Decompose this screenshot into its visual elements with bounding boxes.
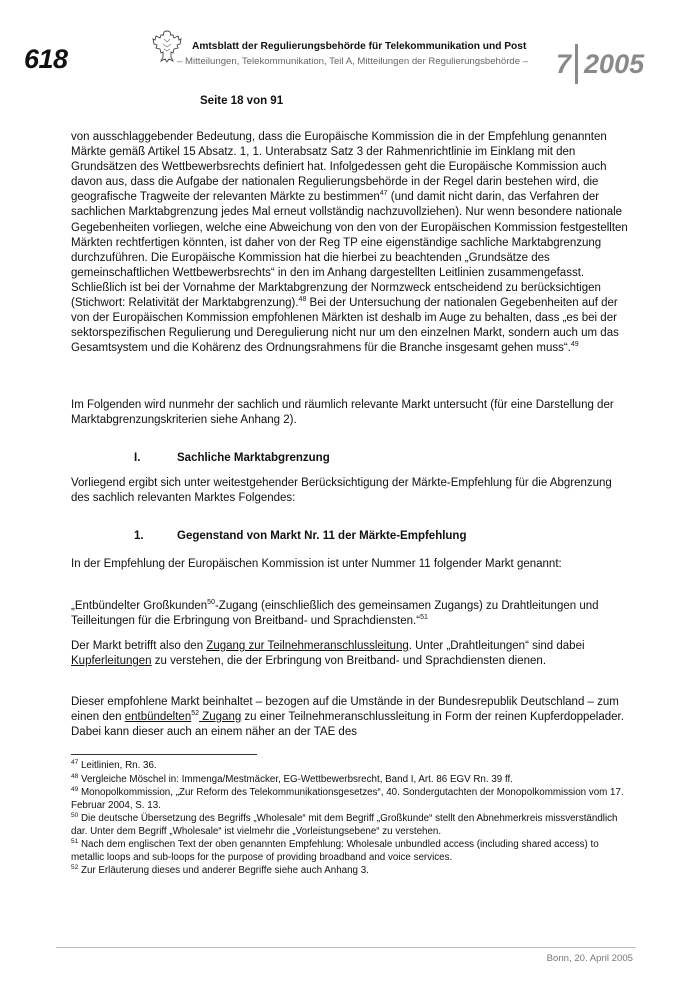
- paragraph-text: Dieser empfohlene Markt beinhaltet – bezogen auf die Umstände in der Bundesrepublik Deutschland – zum einen den: [71, 696, 619, 724]
- issue-label: [556, 44, 644, 84]
- footnote-text: Leitlinien, Rn. 36.: [78, 760, 157, 771]
- paragraph-text: . Unter „Drahtleitungen“ sind dabei: [408, 640, 585, 652]
- footer-divider: [56, 947, 636, 948]
- paragraph-text: Bei der Untersuchung der nationalen Gegebenheiten auf der von der Europäischen Kommission empfohlenen Märkten ist deshalb im Auge zu behalten, dass „es bei der sektorspezifischen Regulierung und Deregulierung nicht nur um den einzelnen Markt, sondern auch um das Gesamtsystem und die Kohärenz des Ordnungsrahmens für die Branche insgesamt gehen muss“.: [71, 297, 619, 355]
- footnote: [71, 760, 631, 773]
- footnote-text: Nach dem englischen Text der oben genannten Empfehlung: Wholesale unbundled access (including shared access) to metallic loops and sub-loops for the purpose of providing broadband and voice services.: [71, 839, 599, 863]
- paragraph-3: [71, 476, 631, 506]
- issue-year: 2005: [584, 48, 645, 79]
- page-number: 618: [24, 44, 68, 74]
- footnote-number: 50: [71, 812, 79, 819]
- paragraph-text: Der Markt betrifft also den: [71, 640, 207, 652]
- footnote: [71, 813, 631, 838]
- footnote-ref[interactable]: 48: [298, 296, 307, 304]
- footer-date: Bonn, 20. April 2005: [546, 953, 633, 964]
- footnote-text: Vergleiche Möschel in: Immenga/Mestmäcker, EG-Wettbewerbsrecht, Band I, Art. 86 EGV Rn. 39 ff.: [78, 773, 513, 785]
- paragraph-4: [71, 557, 631, 572]
- paragraph-text: Im Folgenden wird nunmehr der sachlich und räumlich relevante Markt untersucht (für eine Darstellung der Marktabgrenzungskriterien siehe Anhang 2).: [71, 399, 614, 427]
- paragraph-6: [71, 639, 631, 669]
- footnote-text: Zur Erläuterung dieses und anderer Begriffe siehe auch Anhang 3.: [78, 865, 369, 876]
- footnote-text: Monopolkommission, „Zur Reform des Telekommunikationsgesetzes“, 40. Sondergutachten der Monopolkommission vom 17. Februar 2004, S. 13.: [71, 787, 624, 811]
- quote-text: -Zugang (einschließlich des gemeinsamen Zugangs) zu Drahtleitungen und Teilleitungen für die Erbringung von Breitband- und Sprachdiensten.“: [71, 600, 599, 628]
- footnote-number: 52: [71, 864, 79, 871]
- paragraph-7: [71, 695, 631, 740]
- paragraph-text: zu einer Teilnehmeranschlussleitung in Form der reinen Kupferdoppelader. Dabei kann dieser auch an einem näher an der TAE des: [71, 711, 624, 739]
- footnote-ref[interactable]: 49: [570, 341, 579, 349]
- underlined-term: Zugang: [199, 711, 242, 724]
- underlined-term: Kupferleitungen: [71, 655, 152, 668]
- paragraph-text: von ausschlaggebender Bedeutung, dass die Europäische Kommission die in der Empfehlung genannten Märkte gemäß Artikel 15 Absatz. 1, 1. Unterabsatz Satz 3 der Rahmenrichtlinie im Einklang mit den Grundsätzen des Wettbewerbsrechts definiert hat. Infolgedessen geht die Europäische Kommission auch davon aus, dass die Aufgabe der nationalen Regulierungsbehörde in der Regel darin bestehen wird, die geografische Tragweite der relevanten Märkte zu bestimmen: [71, 131, 607, 204]
- footnote-number: 51: [71, 838, 79, 845]
- footnote-ref[interactable]: 52: [191, 710, 200, 718]
- footnote: [71, 865, 631, 878]
- subsection-title: Gegenstand von Markt Nr. 11 der Märkte-Empfehlung: [177, 530, 467, 542]
- section-number: I.: [134, 452, 141, 464]
- underlined-term: entbündelten: [124, 711, 192, 724]
- paragraph-text: Vorliegend ergibt sich unter weitestgehender Berücksichtigung der Märkte-Empfehlung für die Abgrenzung des sachlich relevanten Marktes Folgendes:: [71, 477, 612, 505]
- footnote-ref[interactable]: 50: [207, 599, 215, 606]
- footnote: [71, 787, 631, 812]
- paragraph-text: zu verstehen, die der Erbringung von Breitband- und Sprachdiensten dienen.: [151, 655, 547, 668]
- footnote: [71, 839, 631, 864]
- gazette-title: Amtsblatt der Regulierungsbehörde für Telekommunikation und Post: [192, 41, 527, 52]
- subsection-number: 1.: [134, 530, 144, 542]
- footnote-number: 47: [71, 759, 79, 766]
- footnote-text: Die deutsche Übersetzung des Begriffs „Wholesale“ mit dem Begriff „Großkunde“ stellt den Abnehmerkreis missverständlich dar. Unter dem Begriff „Wholesale“ ist vielmehr die „Vorleistungsebene“ zu verstehen.: [71, 813, 618, 837]
- underlined-term: Zugang zur Teilnehmeranschlussleitung: [206, 640, 409, 652]
- footnote-number: 48: [71, 772, 79, 780]
- paragraph-1: [71, 130, 631, 356]
- page-info: Seite 18 von 91: [200, 95, 284, 107]
- gazette-subtitle: – Mitteilungen, Telekommunikation, Teil A, Mitteilungen der Regulierungsbehörde –: [177, 56, 529, 67]
- issue-divider: [575, 44, 578, 84]
- footnotes: [71, 760, 631, 879]
- paragraph-2: [71, 398, 631, 428]
- section-title: Sachliche Marktabgrenzung: [177, 452, 330, 464]
- issue-number: 7: [556, 48, 572, 79]
- footnote-number: 49: [71, 786, 79, 793]
- footnote-ref[interactable]: 51: [420, 614, 428, 622]
- paragraph-text: (und damit nicht darin, das Verfahren der sachlichen Marktabgrenzung jedes Mal erneut vollständig nachzuvollziehen). Nur wenn besondere nationale Gegebenheiten vorliegen, welche eine Abweichung von den von der Europäischen Kommission festgestellten Märkten rechtfertigen könnten, ist daher von der Reg TP eine eigenständige sachliche Marktabgrenzung durchzuführen. Die Europäische Kommission hat die hierbei zu beachtenden „Grundsätze des gemeinschaftlichen Wettbewerbsrechts“ in den im Anhang dargestellten Leitlinien zusammengefasst. Schließlich ist bei der Vornahme der Marktabgrenzung der Normzweck entscheidend zu berücksichtigen (Stichwort: Relativität der Marktabgrenzung).: [71, 191, 628, 310]
- quote-text: „Entbündelter Großkunden: [71, 600, 208, 612]
- paragraph-text: In der Empfehlung der Europäischen Kommission ist unter Nummer 11 folgender Markt genannt:: [71, 558, 562, 570]
- footnote-ref[interactable]: 47: [379, 190, 388, 198]
- footnote-divider: [71, 754, 257, 755]
- footnote: [71, 774, 631, 787]
- paragraph-5: [71, 599, 631, 629]
